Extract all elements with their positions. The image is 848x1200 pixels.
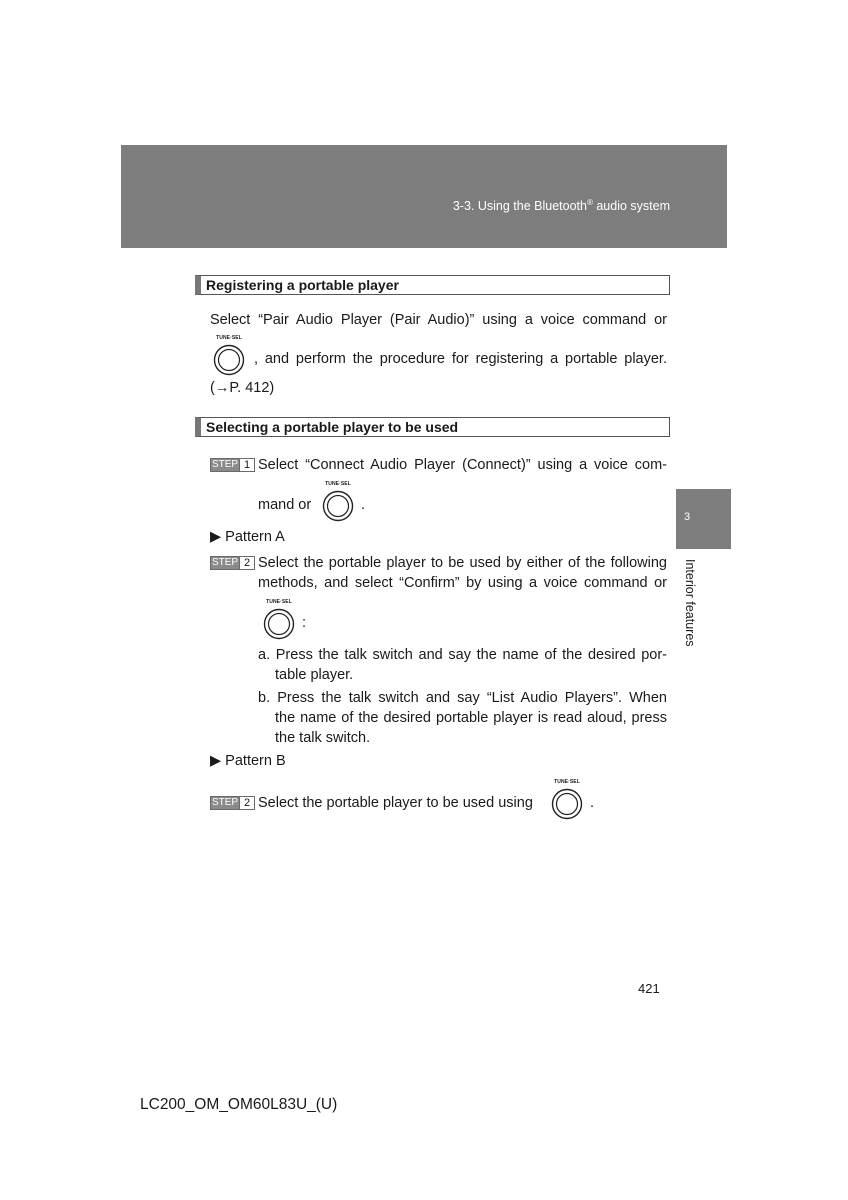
side-tab-label: Interior features [683,559,697,647]
tune-sel-label: TUNE·SEL [266,599,292,605]
step-2b-text: Select the portable player to be used using [258,795,533,811]
step-number: 2 [240,556,255,570]
tune-sel-knob-icon [549,779,585,823]
chapter-header [121,145,727,248]
tune-sel-label: TUNE·SEL [216,335,242,341]
step-1-text-line-2: mand or [258,497,312,513]
step-number: 1 [240,458,255,472]
page-number: 421 [638,981,660,996]
pattern-a-label: ▶ Pattern A [210,529,285,545]
step-word: STEP [211,797,239,808]
step-2a-text-line-1: Select the portable player to be used by either of the following [258,555,667,571]
register-text-line-2: , and perform the procedure for registering a portable player. [254,351,667,367]
option-b-line-2: the name of the desired portable player is read aloud, press [275,710,667,726]
step-word: STEP [211,557,239,568]
step-2a-colon: : [302,615,307,631]
option-a-line-2: table player. [275,667,354,683]
tune-sel-knob-icon [211,335,247,379]
chapter-title: 3-3. Using the Bluetooth® audio system [452,198,670,213]
step-1-period: . [361,497,366,513]
step-1-text-line-1: Select “Connect Audio Player (Connect)” using a voice com- [258,457,667,473]
section-heading-select: Selecting a portable player to be used [195,417,670,437]
step-word: STEP [211,459,239,470]
tune-sel-knob-icon [261,599,297,643]
step-number: 2 [240,796,255,810]
option-b-line-3: the talk switch. [275,730,371,746]
step-2b-badge [210,796,255,810]
option-a-line-1: a. Press the talk switch and say the name of the desired por- [258,647,667,663]
step-2b-period: . [590,795,595,811]
tune-sel-knob-icon [320,481,356,525]
register-text-line-1: Select “Pair Audio Player (Pair Audio)” using a voice command or [210,312,667,328]
pattern-b-label: ▶ Pattern B [210,753,286,769]
register-page-reference: (→P. 412) [210,380,275,396]
option-b-line-1: b. Press the talk switch and say “List Audio Players”. When [258,690,667,706]
tune-sel-label: TUNE·SEL [554,779,580,785]
tune-sel-label: TUNE·SEL [325,481,351,487]
side-tab-number: 3 [683,511,691,523]
registered-mark: ® [586,198,593,207]
document-code: LC200_OM_OM60L83U_(U) [140,1096,338,1113]
step-1-badge [210,458,255,472]
section-heading-register: Registering a portable player [195,275,670,295]
step-2a-text-line-2: methods, and select “Confirm” by using a voice command or [258,575,667,591]
chapter-side-tab [676,489,731,549]
step-2a-badge [210,556,255,570]
